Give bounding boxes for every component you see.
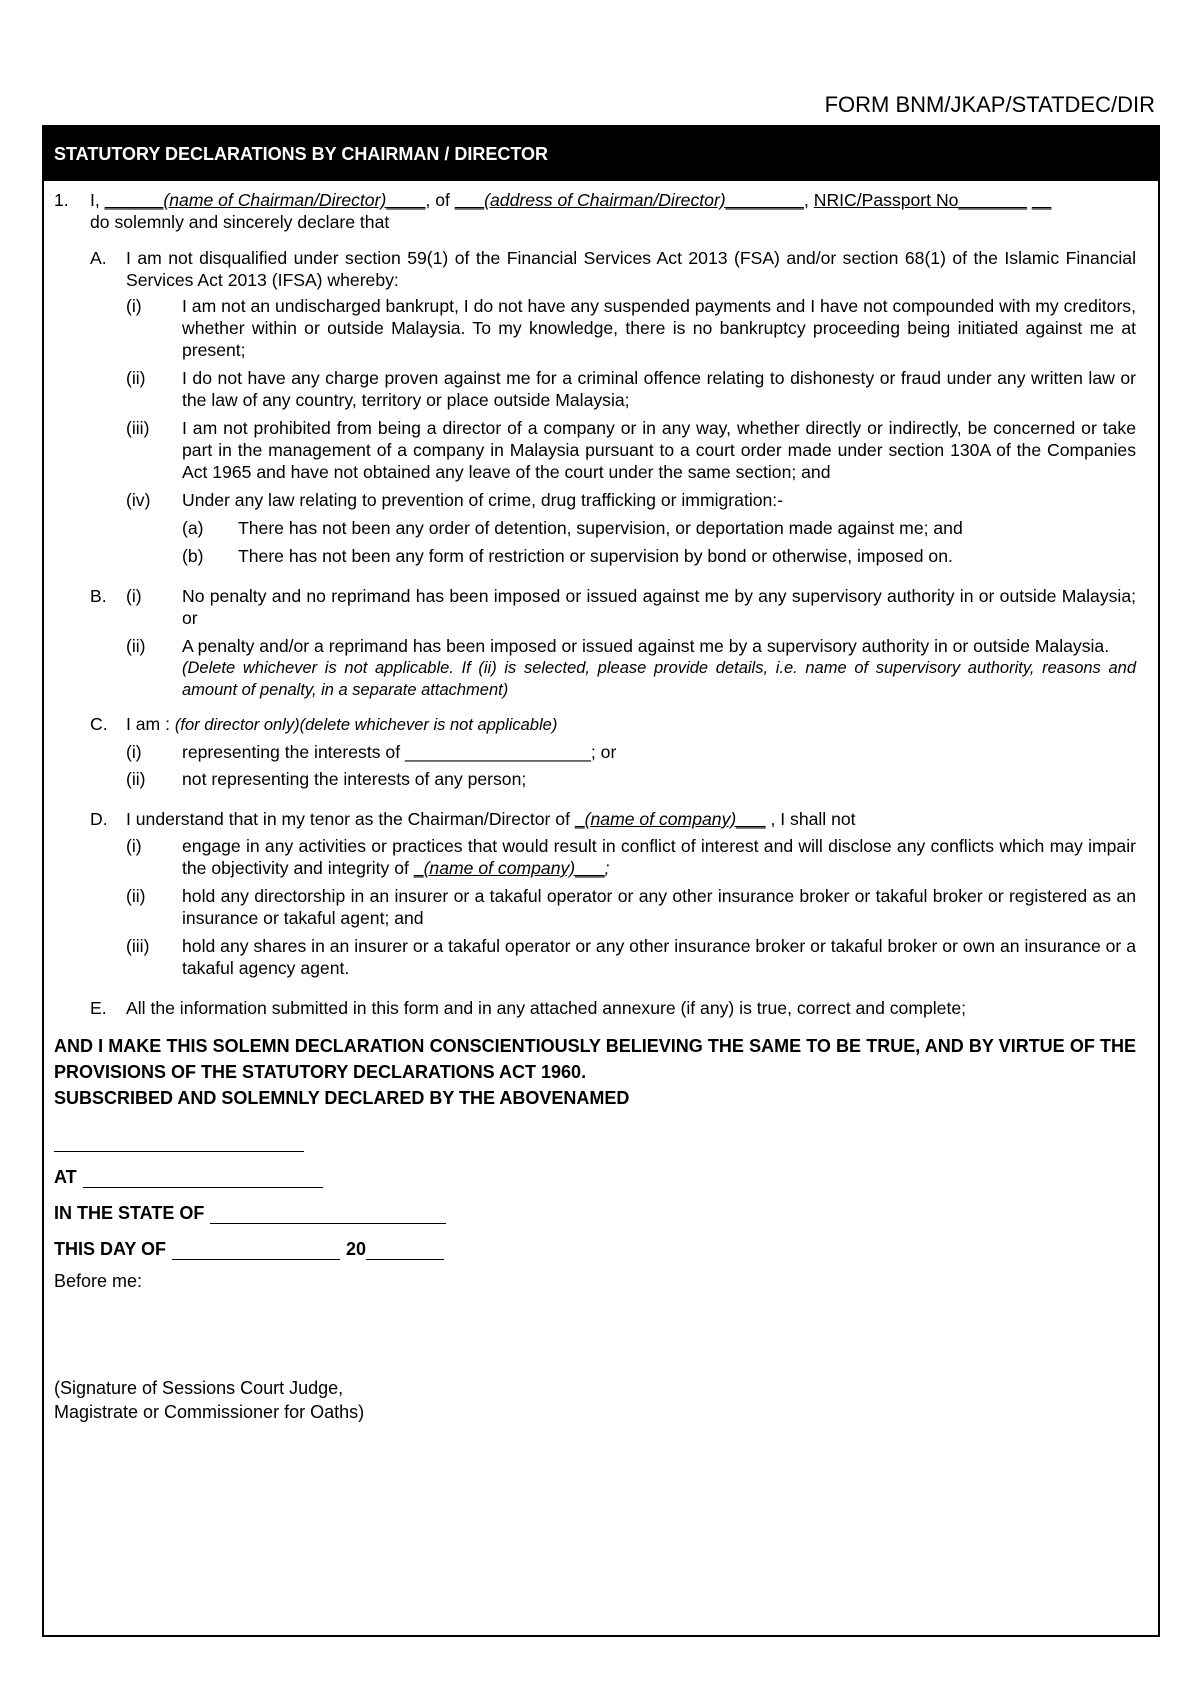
declarant-signature-line[interactable] — [54, 1125, 304, 1152]
section-label: A. — [90, 248, 107, 268]
section-label: D. — [90, 809, 108, 829]
section-a-text: I am not disqualified under section 59(1) of the Financial Services Act 2013 (FSA) and/or section 68(1) of the Islamic Financial Services Act 2013 (IFSA) whereby: — [126, 248, 1136, 290]
section-c-note: (for director only)(delete whichever is not applicable) — [174, 716, 558, 734]
list-item: (b) There has not been any form of restriction or supervision by bond or otherwise, imposed on. — [182, 546, 953, 566]
signature-caption: (Signature of Sessions Court Judge, Magistrate or Commissioner for Oaths) — [54, 1378, 365, 1422]
list-item: (i) engage in any activities or practices that would result in conflict of interest and will disclose any conflicts which may impair the objectivity and integrity of _(name of company)___; — [126, 836, 1136, 878]
section-a-subitems — [182, 517, 1136, 567]
form-body — [44, 181, 1158, 1424]
list-item: (iii) hold any shares in an insurer or a takaful operator or any other insurance broker or takaful broker or own an insurance or a takaful agency agent. — [126, 936, 1136, 978]
company-name-field[interactable]: (name of company) — [423, 858, 576, 878]
list-item: (i) representing the interests of ___________________; or — [126, 742, 617, 762]
list-item: (iv) Under any law relating to prevention of crime, drug trafficking or immigration:- — [126, 490, 784, 510]
section-d-items — [126, 835, 1136, 979]
before-me-label: Before me: — [54, 1271, 143, 1291]
company-name-field[interactable]: (name of company) — [584, 809, 737, 829]
list-item: (ii) I do not have any charge proven against me for a criminal offence relating to dishonesty or fraud under any written law or the law of any country, territory or place outside Malaysia; — [126, 368, 1136, 410]
list-item: (i) I am not an undischarged bankrupt, I do not have any suspended payments and I have not compounded with my creditors, whether within or outside Malaysia. To my knowledge, there is no bankruptcy proceeding being initiated against me at present; — [126, 296, 1136, 360]
day-input[interactable] — [172, 1239, 340, 1260]
list-item: (ii) hold any directorship in an insurer or a takaful operator or any other insurance broker or takaful broker or registered as an insurance or takaful agent; and — [126, 886, 1136, 928]
name-of-chairman-field[interactable]: (name of Chairman/Director) — [163, 190, 387, 210]
section-d: D. I understand that in my tenor as the Chairman/Director of _(name of company)___ , I shall not — [90, 809, 856, 829]
section-c: C. I am : (for director only)(delete whichever is not applicable) — [90, 714, 558, 734]
section-b — [90, 585, 1136, 701]
name-blank[interactable]: ______ — [104, 190, 164, 210]
section-label: E. — [90, 998, 107, 1018]
section-a-items — [126, 295, 1136, 511]
paragraph-number: 1. — [54, 190, 69, 210]
form-title: STATUTORY DECLARATIONS BY CHAIRMAN / DIRECTOR — [44, 127, 1158, 181]
section-c-items — [126, 741, 1136, 790]
interests-of-blank[interactable]: ___________________ — [404, 742, 591, 762]
section-a — [90, 247, 1136, 291]
section-e: E. All the information submitted in this form and in any attached annexure (if any) is true, correct and complete; — [90, 998, 967, 1018]
list-item: (ii) not representing the interests of any person; — [126, 769, 527, 789]
form-code: FORM BNM/JKAP/STATDEC/DIR — [824, 92, 1155, 117]
at-field: AT — [54, 1162, 1136, 1188]
declaration-form — [42, 125, 1160, 1637]
state-field: IN THE STATE OF — [54, 1198, 1136, 1224]
intro-paragraph — [54, 189, 1136, 233]
intro-line-1: I, ______(name of Chairman/Director)____, of ___(address of Chairman/Director)________, NRIC/Passport No_______ __ — [90, 190, 1052, 210]
solemn-declaration: AND I MAKE THIS SOLEMN DECLARATION CONSCIENTIOUSLY BELIEVING THE SAME TO BE TRUE, AND BY VIRTUE OF THE PROVISIONS OF THE STATUTORY DECLARATIONS ACT 1960. SUBSCRIBED AND SOLEMNLY DECLARED BY THE ABOVENAMED — [54, 1036, 1136, 1108]
section-label: C. — [90, 714, 108, 734]
section-label: B. — [90, 586, 107, 606]
list-item: (iii) I am not prohibited from being a director of a company or in any way, whether directly or indirectly, be concerned or take part in the management of a company in Malaysia pursuant to a court order made under section 130A of the Companies Act 1965 and have not obtained any leave of the court under the same section; and — [126, 418, 1136, 482]
address-field[interactable]: (address of Chairman/Director) — [484, 190, 726, 210]
list-item: (i) No penalty and no reprimand has been imposed or issued against me by any supervisory authority in or outside Malaysia; or — [126, 586, 1136, 628]
state-input[interactable] — [210, 1203, 446, 1224]
nric-passport-field[interactable]: NRIC/Passport No — [813, 190, 959, 210]
intro-line-2: do solemnly and sincerely declare that — [90, 212, 390, 232]
at-input[interactable] — [83, 1167, 323, 1188]
year-input[interactable] — [366, 1239, 444, 1260]
list-item: (ii) A penalty and/or a reprimand has been imposed or issued against me by a supervisory authority in or outside Malaysia. (Delete whichever is not applicable. If (ii) is selected, please provide details, i.e. name of supervisory authority, reasons and amount of penalty, in a separate attachment) — [126, 636, 1136, 699]
list-item: (a) There has not been any order of detention, supervision, or deportation made against me; and — [182, 518, 963, 538]
date-field: THIS DAY OF 20 — [54, 1234, 1136, 1260]
section-b-note: (Delete whichever is not applicable. If (ii) is selected, please provide details, i.e. name of supervisory authority, reasons and amount of penalty, in a separate attachment) — [182, 659, 1136, 699]
